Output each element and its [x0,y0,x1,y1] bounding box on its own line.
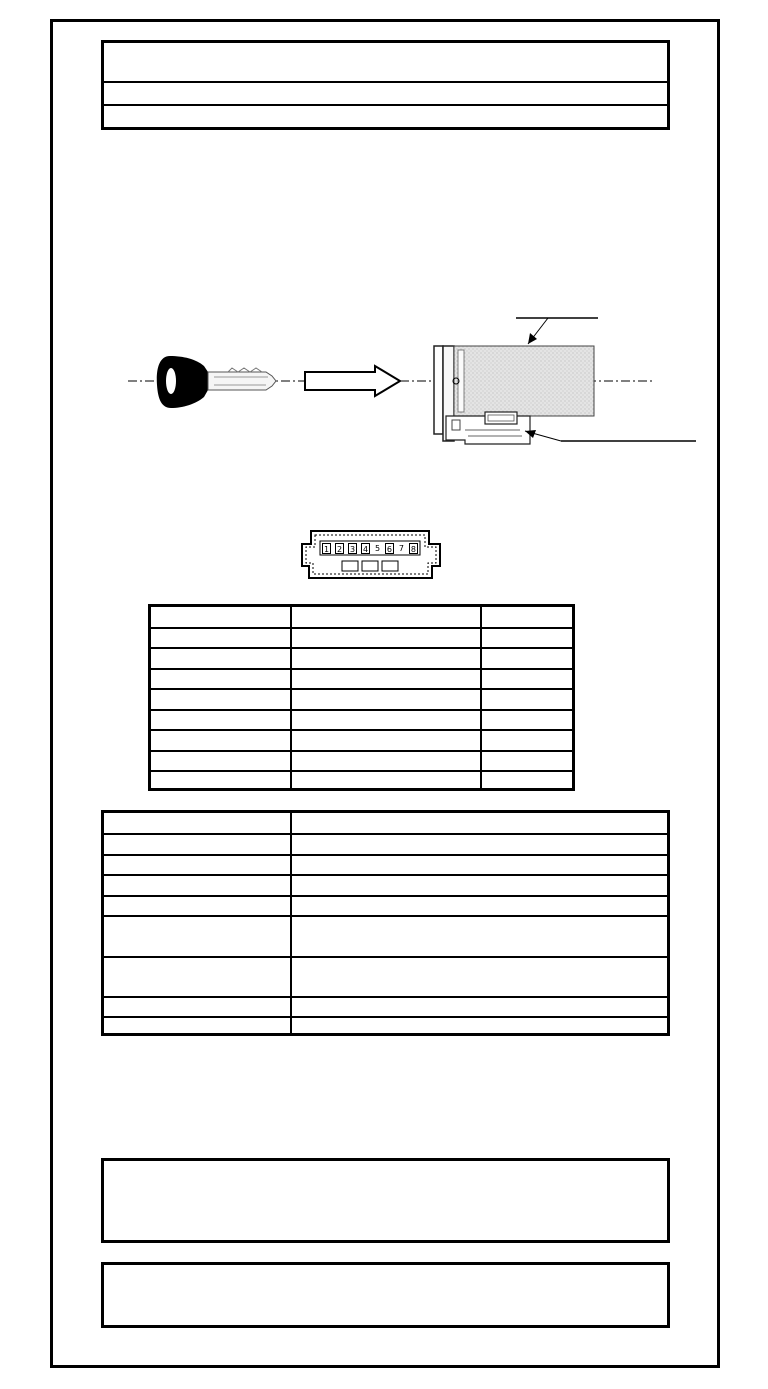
connector-pin: 1 [324,545,330,554]
connector-pin: 5 [374,544,381,553]
connector-face-diagram [0,0,768,600]
connector-pin: 4 [362,545,369,554]
spec-table [101,810,670,1036]
connector-pin: 8 [410,545,416,554]
note-box [101,1158,670,1243]
connector-pin: 7 [398,544,404,553]
note-box [101,1262,670,1328]
connector-pins [322,543,418,554]
connector-pin: 3 [349,545,356,554]
connector-pin: 2 [336,545,343,554]
pin-table [148,604,575,791]
connector-pin: 6 [386,545,393,554]
